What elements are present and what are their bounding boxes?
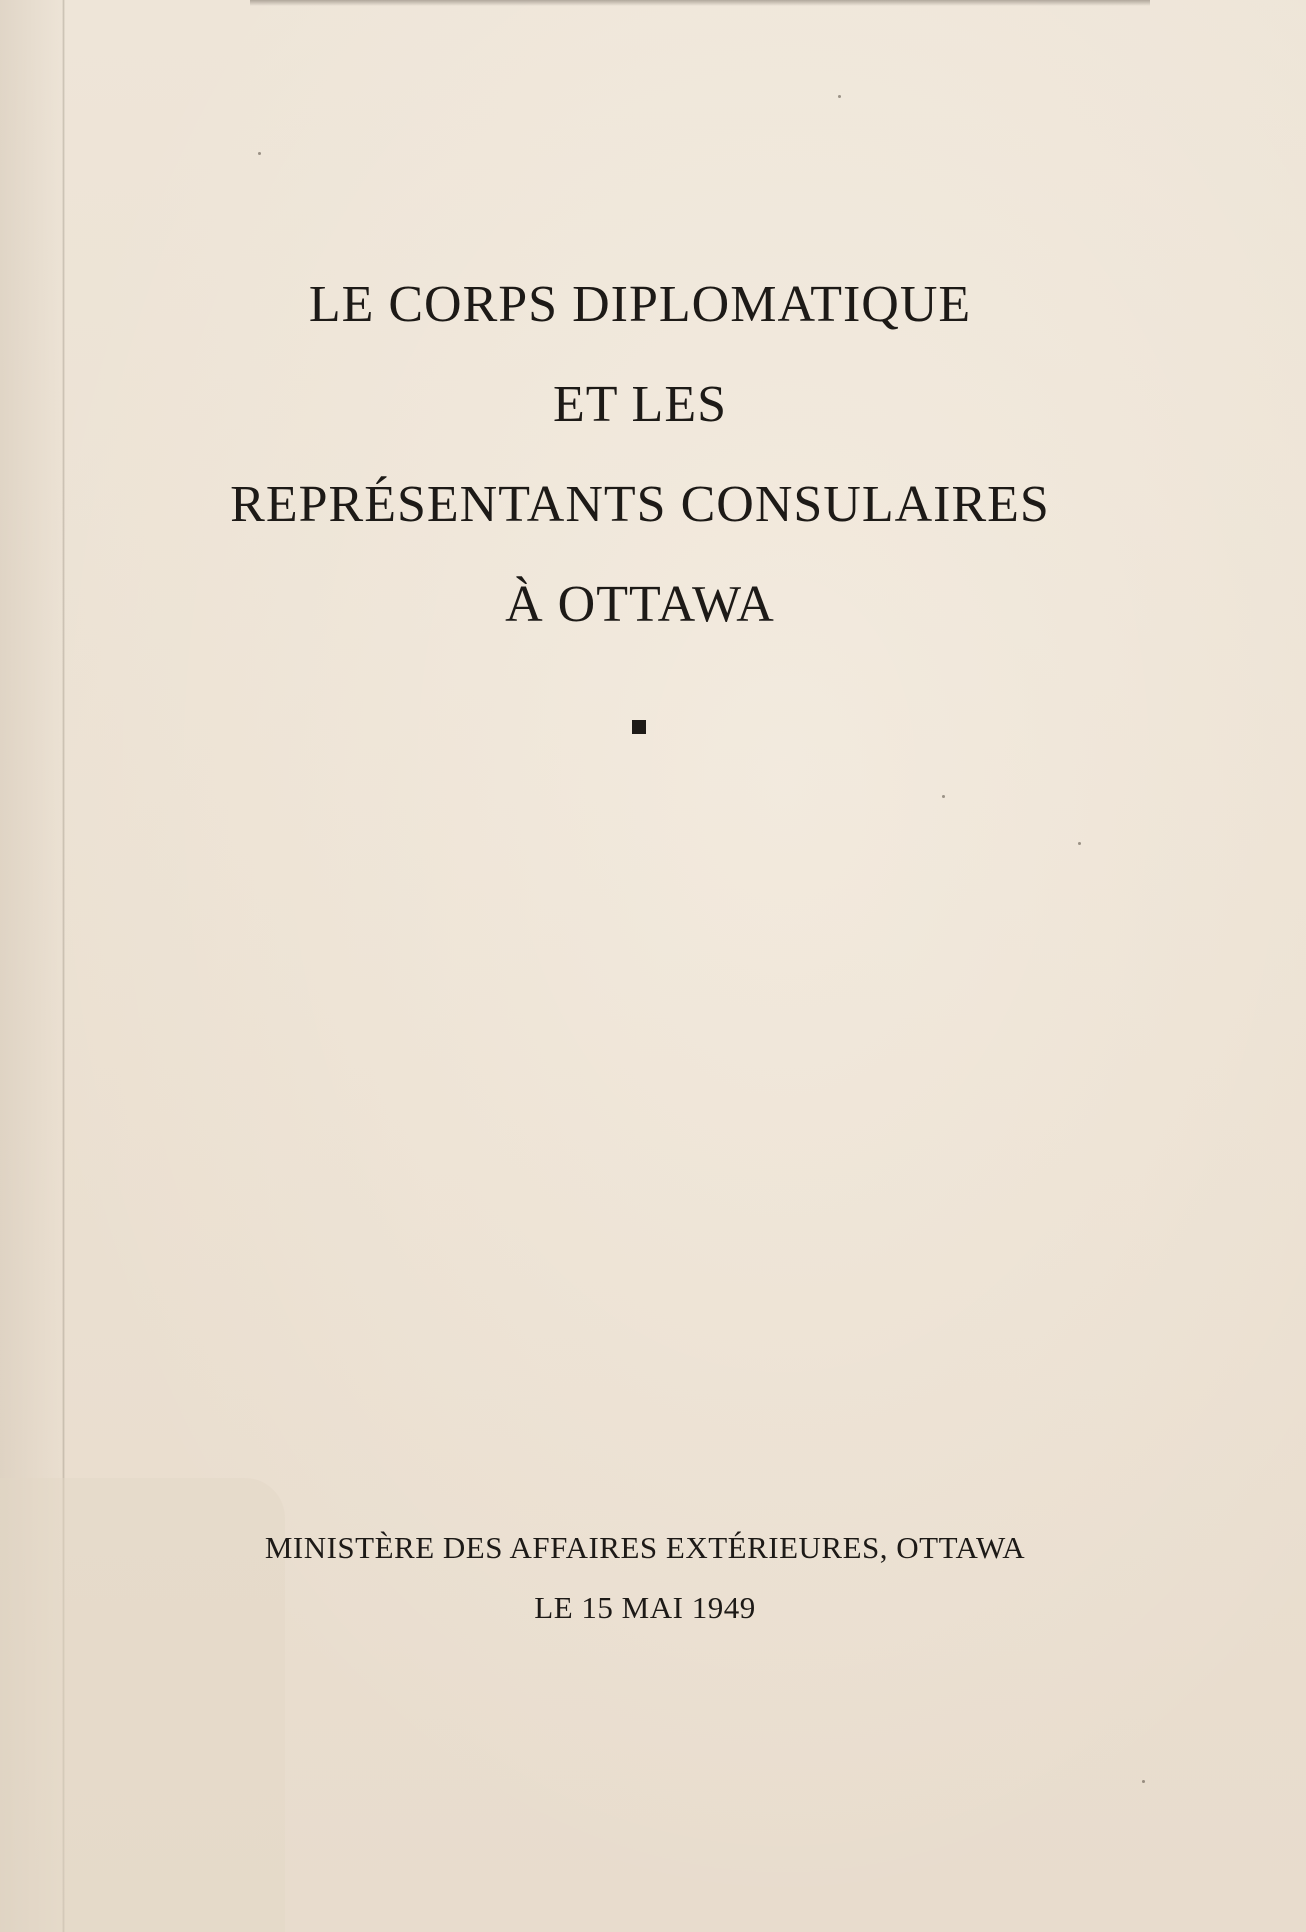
title-line-4: À OTTAWA	[505, 576, 775, 633]
paper-speck	[258, 152, 261, 155]
date-line: LE 15 MAI 1949	[534, 1590, 756, 1625]
title-line-3: REPRÉSENTANTS CONSULAIRES	[230, 476, 1050, 533]
title-line-1: LE CORPS DIPLOMATIQUE	[308, 276, 972, 333]
cover-title	[160, 255, 1120, 655]
paper-speck	[1142, 1780, 1145, 1783]
ornament-square-icon	[632, 720, 646, 734]
paper-speck	[838, 95, 841, 98]
cover-footer	[160, 1518, 1130, 1638]
paper-speck	[1078, 842, 1081, 845]
publisher-line: MINISTÈRE DES AFFAIRES EXTÉRIEURES, OTTAWA	[264, 1530, 1026, 1565]
paper-speck	[942, 795, 945, 798]
top-edge-shadow	[250, 0, 1150, 6]
title-line-2: ET LES	[552, 376, 728, 433]
